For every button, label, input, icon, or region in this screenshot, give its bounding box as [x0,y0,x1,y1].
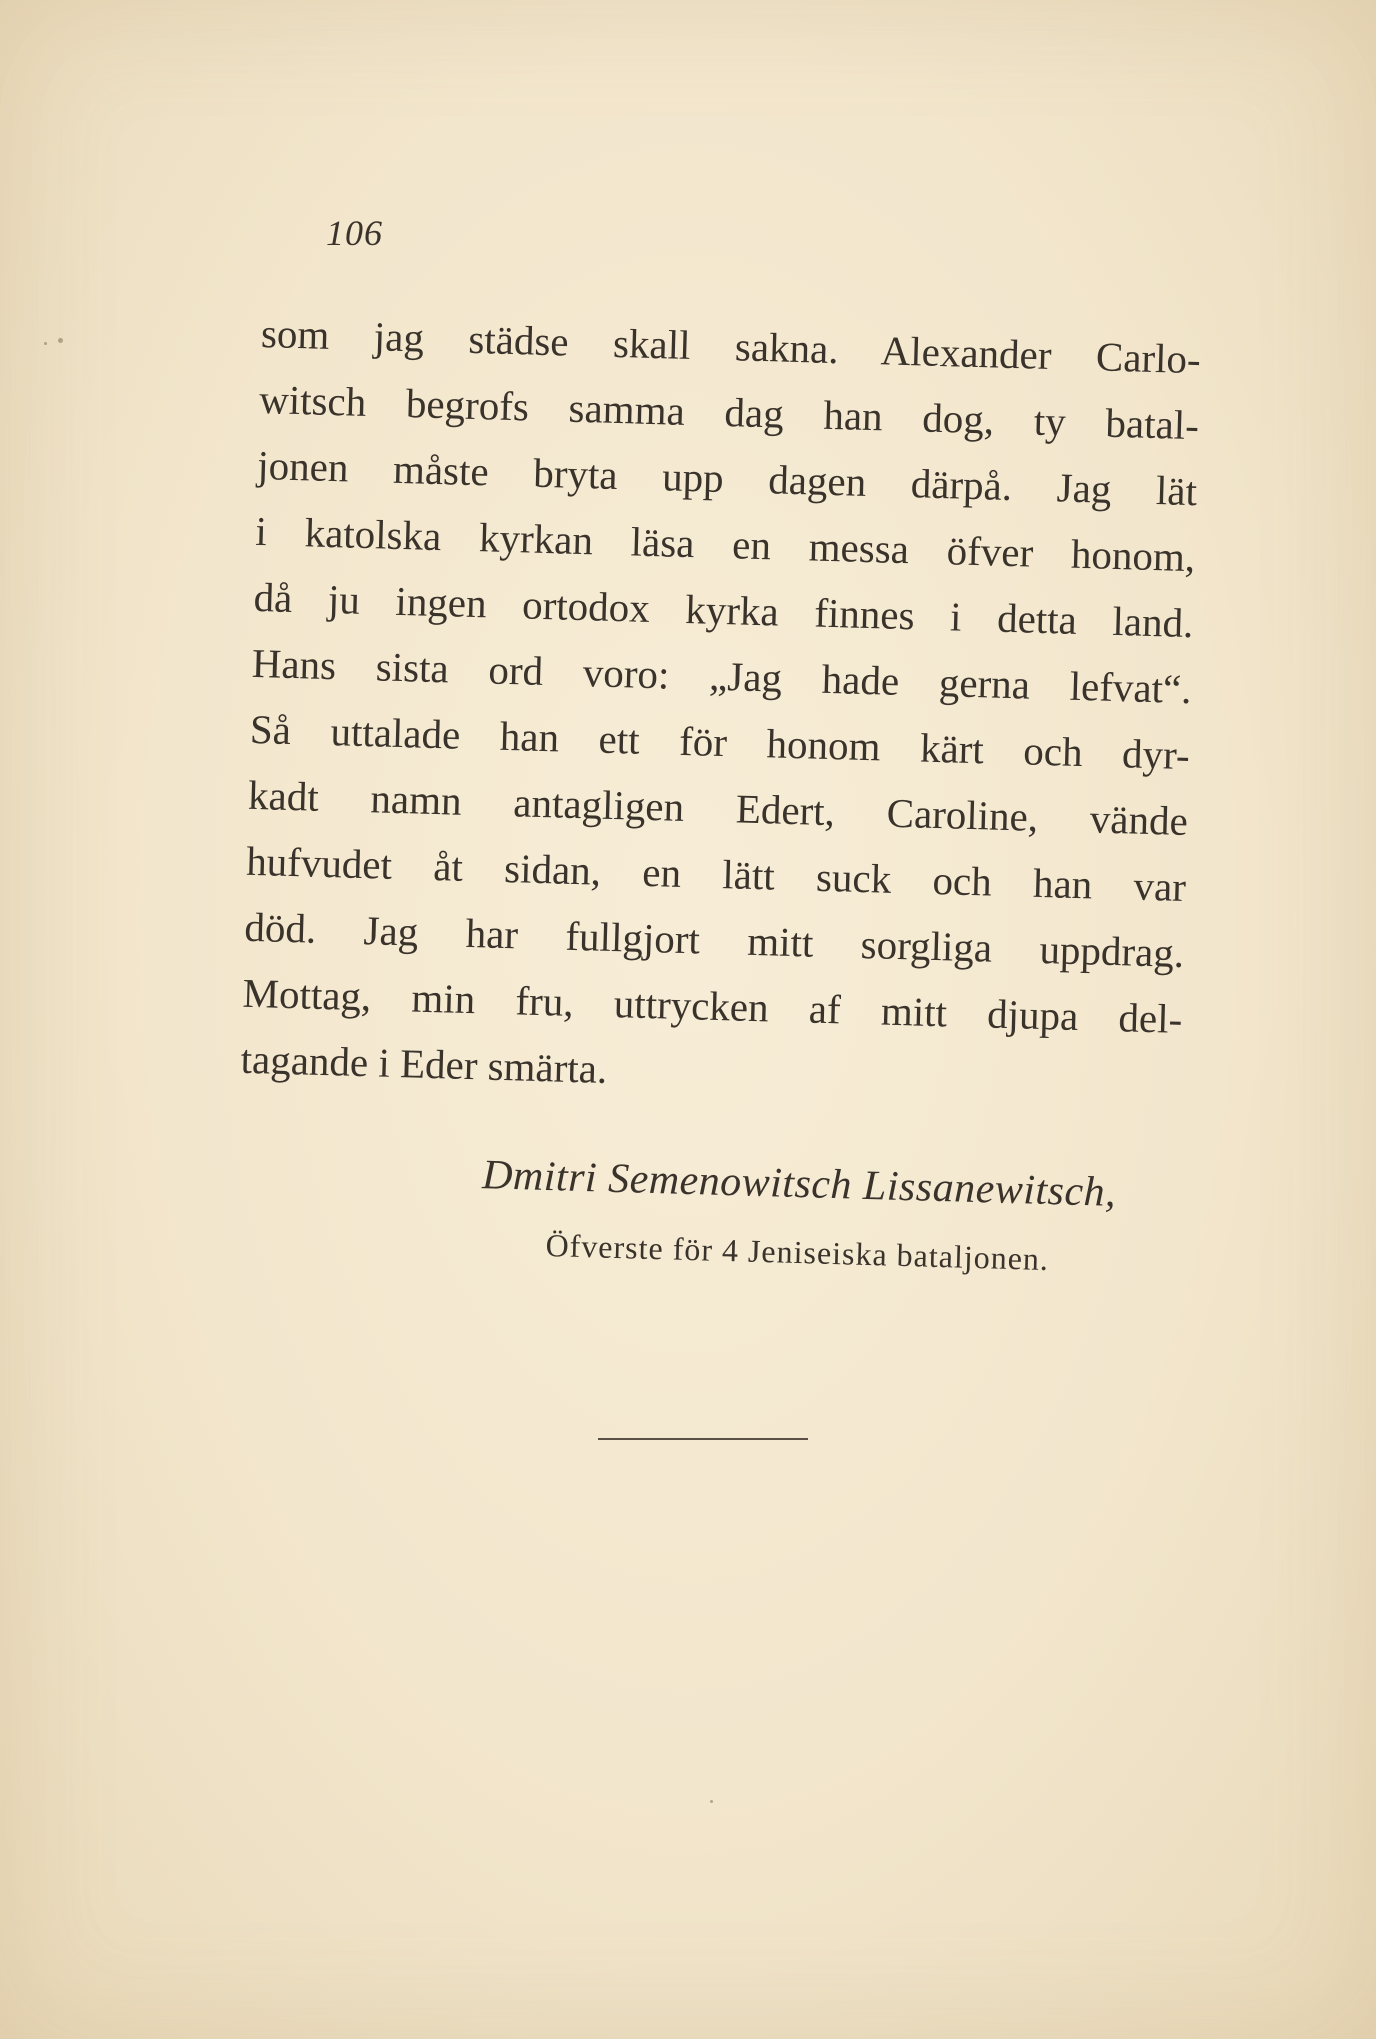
signature-name: Dmitri Semenowitsch Lissanewitsch, [481,1152,1117,1216]
text-line: Mottag, min fru, uttrycken af mitt djupa del- [242,969,1183,1042]
signature-block [437,1150,1160,1281]
text-line: kadt namn antagligen Edert, Caroline, vände [247,771,1189,845]
text-line: tagande i Eder smärta. [240,1035,608,1092]
text-line: då ju ingen ortodox kyrka finnes i detta land. [253,573,1194,647]
text-line: witsch begrofs samma dag han dog, ty batal- [258,375,1200,449]
text-line: i katolska kyrkan läsa en messa öfver honom, [254,507,1196,581]
signature-title: Öfverste för 4 Jeniseiska bataljonen. [545,1226,1050,1278]
text-line: Så uttalade han ett för honom kärt och dyr- [249,705,1191,779]
text-line: jonen måste bryta upp dagen därpå. Jag lät [256,441,1198,515]
text-line: som jag städse skall sakna. Alexander Carlo- [260,309,1202,383]
text-line: hufvudet åt sidan, en lätt suck och han var [245,837,1187,911]
text-line: död. Jag har fullgjort mitt sorgliga uppdrag. [243,903,1185,976]
paper-speck [58,338,63,343]
text-line: Hans sista ord voro: „Jag hade gerna lefvat“. [251,639,1193,713]
body-text [240,300,1202,1118]
end-rule [598,1438,808,1440]
paper-speck [44,342,47,345]
paper-speck [710,1800,713,1803]
page-number: 106 [326,213,383,253]
